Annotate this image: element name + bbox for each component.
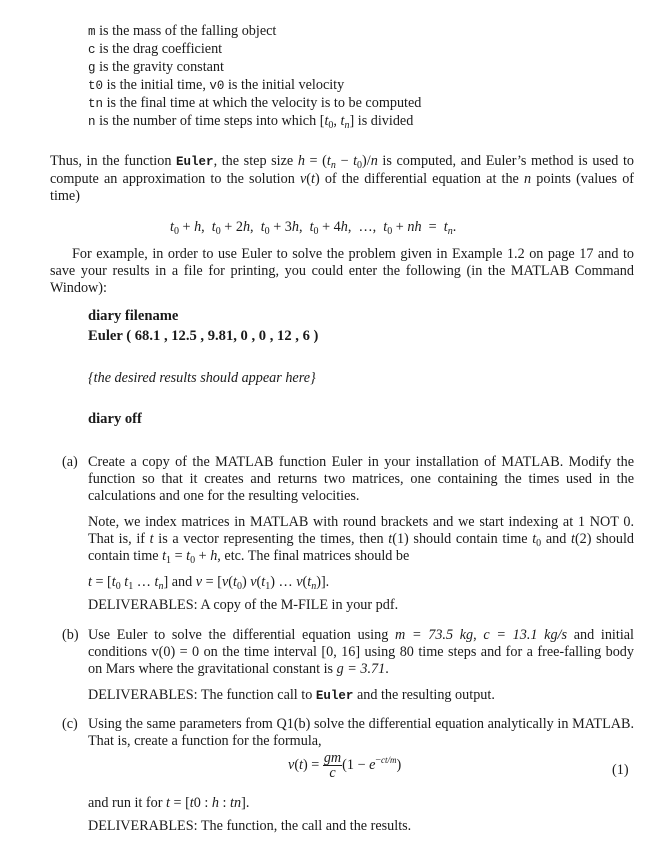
thus-paragraph: Thus, in the function Euler, the step size $h = (t_n - t_0)/n$ is computed, and Euler’s method is used to compute an approximation to the solution v(t) of the differential equation at the n points (values of time) <box>50 153 635 204</box>
part-a-note: Note, we index matrices in MATLAB with round brackets and we start indexing at 1 NOT 0. That is, if t is a vector representing the times, then t(1) should contain time $t_0$ and t(2) should contain time $t_1 = t_0 + h$, etc. The final matrices should be <box>88 514 634 566</box>
time-points-equation: $t_0 + h$, $t_0 + 2h$, $t_0 + 3h$, $t_0 + 4h$, …, $t_0$ + nh = $t_n$. <box>170 219 457 237</box>
part-c-run: and run it for t = [t0 : h : tn]. <box>88 795 250 811</box>
part-b-deliverables: DELIVERABLES: The function call to Euler and the resulting output. <box>88 687 495 703</box>
part-a-matrices: $t = [t_0$ $t_1$ … $t_n$] and $v = [v(t_0)$ $v(t_1)$ … $v(t_n)$]. <box>88 574 330 592</box>
def-t0-v0: t0 is the initial time, v0 is the initial velocity <box>88 77 345 93</box>
def-n: n is the number of time steps into which [$t_0$, $t_n$] is divided <box>88 113 414 131</box>
part-a-text: Create a copy of the MATLAB function Euler in your installation of MATLAB. Modify the function so that it creates and returns two matrices, one containing the times used in the calculations and one for the resulting velocities. <box>88 454 634 504</box>
code-placeholder: {the desired results should appear here} <box>88 370 316 386</box>
def-c: c is the drag coefficient <box>88 41 223 57</box>
interval-math: [$t_0$, $t_n$] <box>319 113 355 131</box>
def-tn: tn is the final time at which the velocity is to be computed <box>88 95 422 111</box>
part-c-label: (c) <box>62 716 78 732</box>
variable-definitions <box>88 23 421 131</box>
solution-math: v(t) <box>299 171 320 187</box>
example-paragraph: For example, in order to use Euler to solve the problem given in Example 1.2 on page 17 and to save your results in a file for printing, you could enter the following (in the MATLAB Command Window): <box>50 246 634 296</box>
def-g: g is the gravity constant <box>88 59 224 75</box>
part-c-text: Using the same parameters from Q1(b) solve the differential equation analytically in MATLAB. That is, create a function for the formula, <box>88 716 634 749</box>
part-a-label: (a) <box>62 454 78 470</box>
velocity-formula: v(t) = $\frac{gm}{c}$ $(1 - e^{-ct/m})$ <box>288 750 402 781</box>
code-line-euler-call: Euler ( 68.1 , 12.5 , 9.81, 0 , 0 , 12 , 6 ) <box>88 328 319 344</box>
part-b-text: Use Euler to solve the differential equation using m = 73.5 kg, c = 13.1 kg/s and initial conditions v(0) = 0 on the time interval [0, 16] using 80 time steps and for a free-falling body on Mars where the gravitational constant is g = 3.71. <box>88 627 635 677</box>
step-size-math: $h = (t_n - t_0)/n$ <box>297 153 378 171</box>
code-line-diary: diary filename <box>88 308 179 324</box>
part-c-deliverables: DELIVERABLES: The function, the call and the results. <box>88 818 412 834</box>
part-a-deliverables: DELIVERABLES: A copy of the M-FILE in your pdf. <box>88 597 399 613</box>
code-line-diary-off: diary off <box>88 411 142 427</box>
equation-number: (1) <box>612 762 629 778</box>
def-m: m is the mass of the falling object <box>88 23 277 39</box>
part-b-label: (b) <box>62 627 79 643</box>
